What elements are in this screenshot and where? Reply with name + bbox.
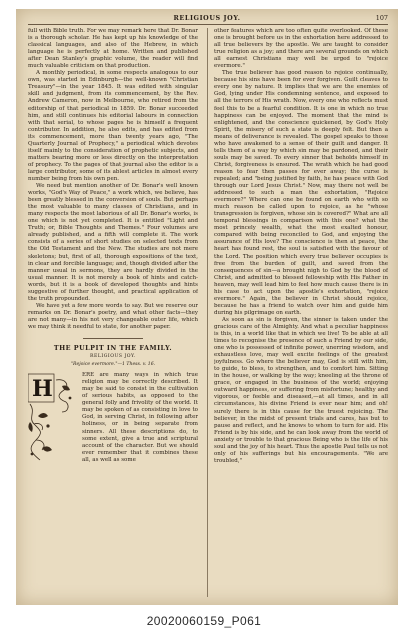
paragraph: full with Bible truth. For we may remark here that Dr. Bonar is a thorough scholar. He has kept up his knowledge of the classical languages, and also of the Hebrew, in which language he is perfectly at home. Written and published after Dean Stanley's graphic volume, the reader will find much valuable criticism on that production.	[28, 28, 198, 70]
paragraph: The true believer has good reason to rejoice continually, because his sins have been for ever forgiven. Guilt cleaves to every one by nature. It implies that we are the enemies of God, lying under His condemning sentence, and exposed to all the terrors of His wrath. Now, every one who reflects must feel this to be a fearful condition. It is one in which no true happiness can be enjoyed. The moment that the mind is enlightened, and the conscience quickened, by God's Holy Spirit, the misery of such a state is deeply felt. But then a means of deliverance is revealed. The gospel speaks to those who have awakened to a sense of their guilt and danger. It tells them of a way by which sin may be pardoned, and their souls may be saved. To every sinner that beholds himself in Christ, forgiveness is ensured. The wrath which he had good reason to fear then passes for ever away; the curse is repealed; and "being justified by faith, he has peace with God through our Lord Jesus Christ." Now, may there not well be addressed to such a man the exhortation, "Rejoice evermore?" Where can one be found on earth who with so much reason be called upon to rejoice, as he "whose transgression is forgiven, whose sin is covered?" What are all temporal blessings in comparison with this one? what the most princely wealth, what the most exalted honour, compared with being reconciled to God, and enjoying the assurance of His love? The conscience is then at peace, the heart has found rest, the soul is satisfied with the favour of the Lord. The position which every true believer occupies is free from the burden of guilt, and saved from the consequences of sin—a brought nigh to God by the blood of Christ, and admitted to blessed fellowship with His Father in heaven, may well lead him to feel how much cause there is in his case to act upon the apostle's exhortation, "rejoice evermore." Again, the believer in Christ should rejoice, because he has a friend to watch over him and guide him during his pilgrimage on earth.	[214, 70, 388, 316]
book-page	[16, 9, 398, 605]
paragraph: As soon as sin is forgiven, the sinner is taken under the gracious care of the Almighty. And what a peculiar happiness is this, in a world like that in which we live! To be able at all times to recognise the presence of such a Friend by our side, one who is possessed of infinite power, unerring wisdom, and exhaustless love, may well excite feelings of the greatest joyfulness. Go where the believer may, God is still with him, to guide, to bless, to strengthen, and to comfort him. Sitting in the house, or walking by the way; kneeling at the throne of grace, or engaged in the business of the world; enjoying outward happiness, or suffering from misfortune; healthy and vigorous, or feeble and diseased,—at all times, and in all circumstances, his divine Friend is ever near him; and oh! surely there is in this cause for the truest rejoicing. The believer, in the midst of present trials and cares, has but to pause and reflect, and he knows to whom to turn for aid. His Friend is by his side, and he can look away from the world of anxiety or trouble to that gracious Being who is the life of his soul and the joy of his heart. Thus the apostle Paul tells us not only of his sufferings but his encouragements. "We are troubled,"	[214, 316, 388, 464]
running-title: RELIGIOUS JOY.	[173, 14, 241, 22]
scripture-quote: "Rejoice evermore."—1 Thess. v. 16.	[70, 362, 156, 368]
left-column	[28, 28, 198, 599]
paragraph: ERE are many ways in which true religion may be correctly described. It may be said to consist in the cultivation of serious habits, as opposed to the general folly and frivolity of the world. It may be spoken of as consisting in love to God, in serving Christ, in following after holiness, or in being separate from sinners. All these descriptions do, to some extent, give a true and scriptural account of the character. But we should ever remember that it combines these all, as well as some	[82, 372, 198, 463]
paragraph: We need but mention another of Dr. Bonar's well known works, "God's Way of Peace," a work which, we believe, has been greatly blessed in the conversion of souls. But perhaps the most valuable to many classes of Christians, and in many respects the most laborious of all Dr. Bonar's works, is one which is not yet completed. It is entitled "Light and Truth; or, Bible Thoughts and Themes." Four volumes are already published, and a fifth will complete it. The work consists of a series of short studies on selected texts from the Old Testament and the New. The studies are not mere skeletons; but, first of all, thorough expositions of the text, in clear and forcible language; and, though divided after the manner usual in sermons, they are hardly divided in the usual manner. It is not merely a book of hints and catch-words, but it is a book of developed thoughts and hints suggestive of further thought, and practical application of the truth propounded.	[28, 183, 198, 302]
section-title: THE PULPIT IN THE FAMILY.	[53, 344, 173, 353]
sermon-body	[28, 372, 198, 464]
header-rule	[28, 24, 388, 25]
paragraph: other features which are too often quite overlooked. Of these one is brought before us in the exhortation here addressed to all true believers by the apostle. We are taught to consider true religion as a joy; and there are several grounds on which all earnest Christians may well be urged to "rejoice evermore."	[214, 28, 388, 70]
right-column	[214, 28, 388, 599]
column-divider	[207, 28, 208, 597]
ornamental-initial	[28, 372, 78, 464]
scan-caption: 20020060159_P061	[146, 614, 262, 628]
paragraph: A monthly periodical, in some respects analogous to our own, was started in Edinburgh—the well-known "Christian Treasury"—in the year 1845. It was edited with singular skill and judgment, from its commencement, by the Rev. Andrew Cameron, now in Melbourne, who retired from the editorship of that periodical in 1859. Dr. Bonar succeeded him, and still continues his editorial labours in connection with that serial, to whose pages he is himself a frequent contributor. In addition, he also edits, and has edited from its commencement, more than twenty years ago, "The Quarterly Journal of Prophecy," a periodical which devotes itself mainly to the consideration of prophetic subjects, and matters bearing more or less directly on the interpretation of prophecy. To the pages of that journal also the editor is a large contributor, some of its ablest articles in almost every number being from his own pen.	[28, 70, 198, 182]
section-divider	[83, 338, 143, 339]
page-number: 107	[375, 14, 388, 22]
section-subtitle: RELIGIOUS JOY.	[90, 354, 136, 360]
paragraph: We have yet a few more words to say. But we reserve our remarks on Dr. Bonar's poetry, and what other facts—they are not many—in his not very changeable outer life, which we may think it needful to state, for another paper.	[28, 302, 198, 330]
drop-cap-letter: H	[32, 376, 53, 403]
